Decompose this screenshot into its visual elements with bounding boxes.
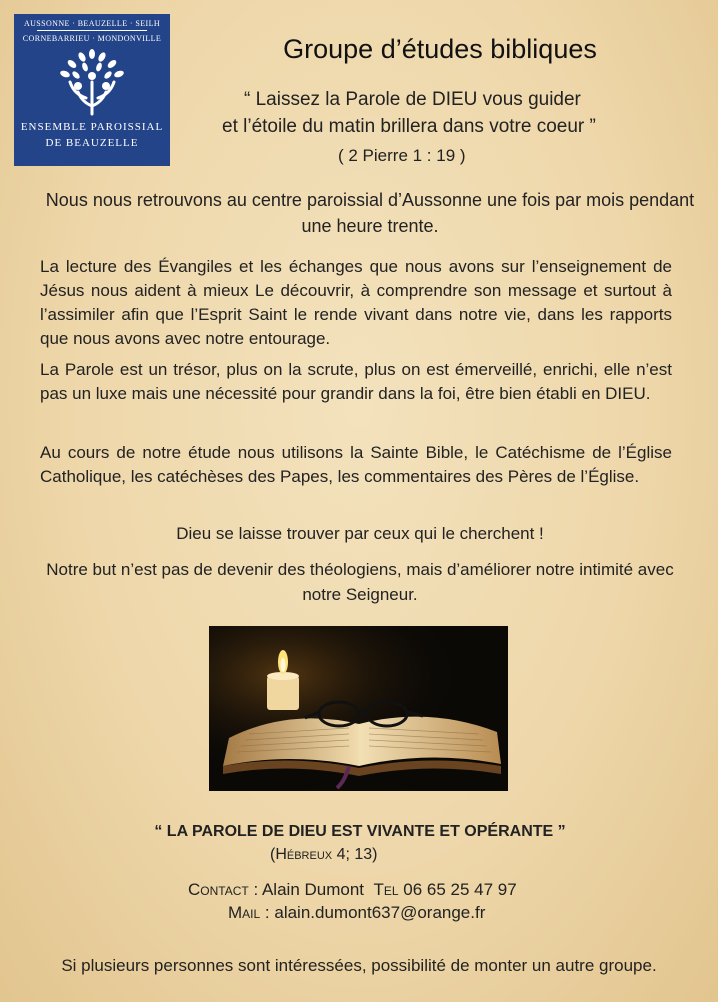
contact-name: Alain Dumont <box>261 880 365 899</box>
mail-line <box>228 903 485 923</box>
motto: “ LA PAROLE DE DIEU EST VIVANTE ET OPÉRANTE ” <box>154 823 566 840</box>
paragraph-treasure: La Parole est un trésor, plus on la scrute, plus on est émerveillé, enrichi, elle n’est pas un luxe mais une nécessité pour grandir dans la foi, être bien établi en DIEU. <box>40 360 672 403</box>
quote-line-2: et l’étoile du matin brillera dans votre coeur ” <box>222 116 596 137</box>
logo-towns-line1: AUSSONNE · BEAUZELLE · SEILH <box>23 19 161 28</box>
tree-people-icon <box>52 46 132 118</box>
tel-number[interactable]: 06 65 25 47 97 <box>403 880 517 899</box>
quote-line-1: “ Laissez la Parole de DIEU vous guider <box>244 89 581 110</box>
paragraph-gospels: La lecture des Évangiles et les échanges que nous avons sur l’enseignement de Jésus nous aident à mieux Le découvrir, à comprendre son message et surtout à l’assimiler afin que l’Esprit Saint le rende vivant dans notre vie, dans les rapports que nous avons avec notre entourage. <box>40 257 672 348</box>
bible-candle-photo <box>209 626 508 791</box>
logo-towns-line2: CORNEBARRIEU · MONDONVILLE <box>22 34 162 43</box>
parish-logo <box>14 14 170 166</box>
contact-label: Contact : <box>188 880 259 899</box>
logo-divider <box>37 30 147 31</box>
contact-line <box>188 880 517 900</box>
intro-text: Nous nous retrouvons au centre paroissial d’Aussonne une fois par mois pendant une heure trente. <box>45 190 695 236</box>
footer-note: Si plusieurs personnes sont intéressées, possibilité de monter un autre groupe. <box>61 956 657 975</box>
logo-name-line1: ENSEMBLE PAROISSIAL <box>20 121 164 133</box>
paragraph-sources: Au cours de notre étude nous utilisons la Sainte Bible, le Catéchisme de l’Église Catholique, les catéchèses des Papes, les commentaires des Pères de l’Église. <box>40 443 672 486</box>
page-title: Groupe d’études bibliques <box>283 34 597 64</box>
logo-name-line2: DE BEAUZELLE <box>45 137 139 149</box>
quote-reference: ( 2 Pierre 1 : 19 ) <box>338 146 466 165</box>
motto-reference: (Hébreux 4; 13) <box>270 846 378 863</box>
seek-statement: Dieu se laisse trouver par ceux qui le cherchent ! <box>176 524 544 543</box>
goal-statement: Notre but n’est pas de devenir des théologiens, mais d’améliorer notre intimité avec notre Seigneur. <box>46 560 674 604</box>
tel-label: Tel <box>373 880 399 899</box>
mail-label: Mail : <box>228 903 270 922</box>
mail-address[interactable]: alain.dumont637@orange.fr <box>274 903 486 922</box>
